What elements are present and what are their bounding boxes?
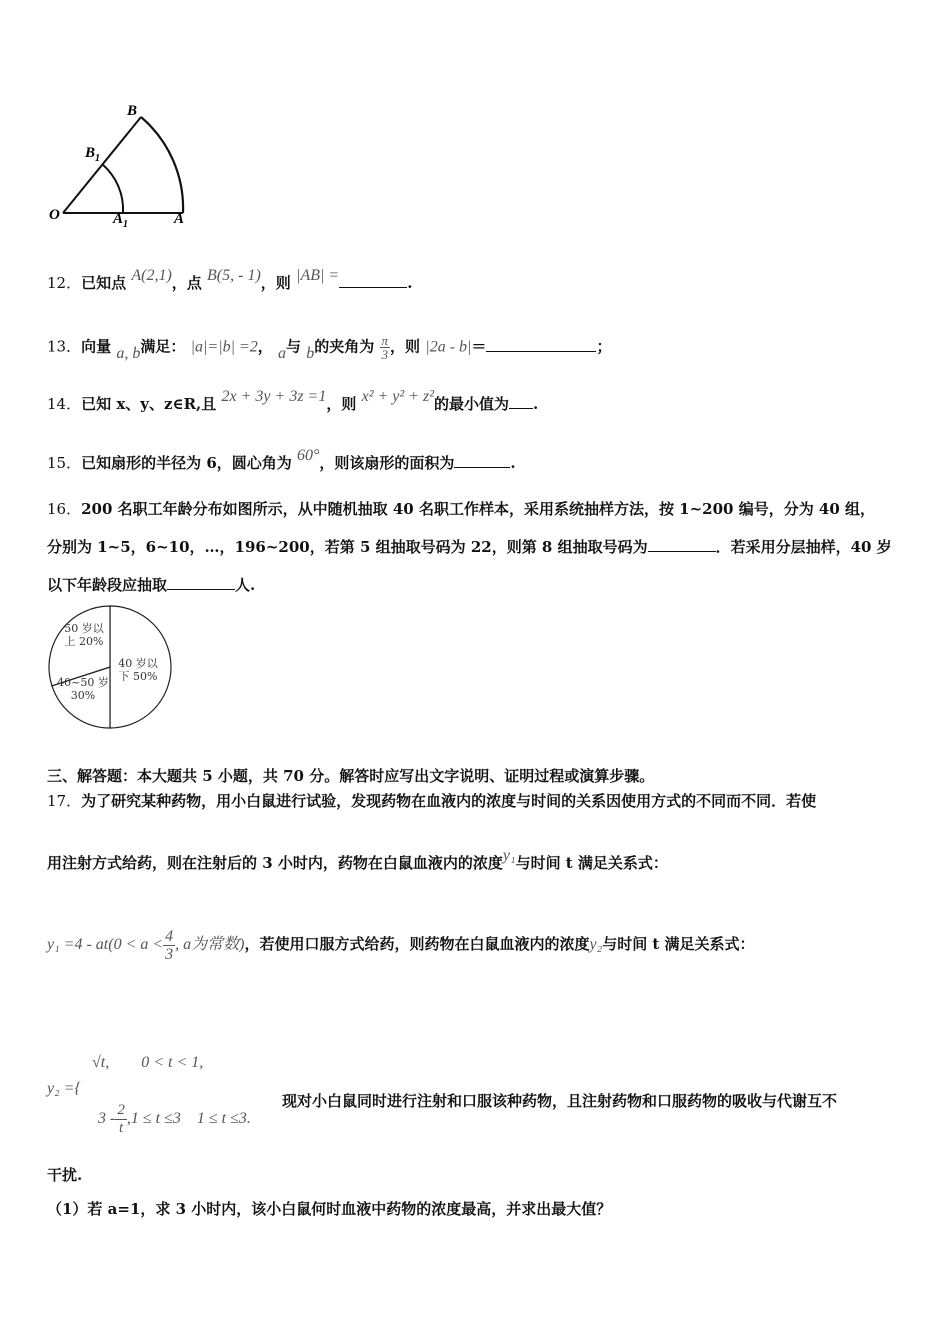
expression-math: |2a - b| [425,338,472,356]
vectors-math: a, b [116,344,141,362]
sector-figure [45,95,195,235]
arc-AB [141,117,183,213]
question-16-line-2: 分别为 1~5，6~10，…，196~200，若第 5 组抽取号码为 22，则第 8 组抽取号码为 ．若采用分层抽样，40 岁 [47,538,892,556]
question-number: 13． [47,337,82,356]
answer-blank-8th-group[interactable] [648,537,716,552]
question-14: 14．已知 x、y、z∈R,且 2x + 3y + 3z =1，则 x² + y² + z²的最小值为 . [47,388,539,413]
question-17-formula-1-line: y₁ =4 - at(0 < a < $\frac{4}{3}$ , a为常数)，若使用口服方式给药，则药物在白鼠血液内的浓度y₂与时间 t 满足关系式： [47,928,755,963]
label-A1: $A_1$ [113,211,129,230]
abs-AB-math: |AB| = [296,267,340,284]
formula-y2-case-1: √t, 0 < t < 1, [92,1054,204,1071]
point-A-math: A(2,1) [131,267,172,284]
answer-blank[interactable] [486,337,596,352]
pie-slice-label: 上 20% [64,635,104,648]
age-pie-chart [46,604,174,730]
pie-slice-label: 下 50% [118,670,158,683]
point-B-math: B(5, - 1) [207,267,261,284]
formula-y2-case-2: 3 - $\frac{2}{t}$ ,1 ≤ t ≤3 1 ≤ t ≤3. [98,1102,251,1136]
condition-math: |a|=|b| =2 [190,338,258,356]
question-17-line-1: 17．为了研究某种药物，用小白鼠进行试验，发现药物在血液内的浓度与时间的关系因使用方式的不同而不同．若使 [47,792,817,810]
question-17-line-4: 现对小白鼠同时进行注射和口服该种药物，且注射药物和口服药物的吸收与代谢互不 [282,1092,838,1110]
label-B: B [127,103,138,119]
pie-slice-label: 50 岁以 [64,622,104,635]
angle-fraction: $\frac{\pi}{3}$ [381,333,389,362]
section-3-heading: 三、解答题：本大题共 5 小题，共 70 分。解答时应写出文字说明、证明过程或演算步骤。 [47,767,655,785]
question-12: 12．已知点 A(2,1)，点 B(5, - 1)，则 |AB| = . [47,267,413,292]
question-17-line-5: 干扰. [47,1166,83,1184]
question-16-line-1: 16．200 名职工年龄分布如图所示，从中随机抽取 40 名职工作样本，采用系统抽样方法，按 1~200 编号，分为 40 组， [47,500,876,518]
question-number: 17． [47,792,82,810]
condition-math: 2x + 3y + 3z =1 [221,388,327,405]
question-number: 14． [47,395,82,413]
label-B1: $B_1$ [85,145,101,164]
answer-blank[interactable] [509,394,533,409]
question-number: 15． [47,454,82,472]
vector-a-math: a [278,344,287,362]
question-15: 15．已知扇形的半径为 6，圆心角为 60°，则该扇形的面积为 . [47,447,516,472]
answer-blank-stratified[interactable] [167,575,235,590]
y1-math: y₁ [502,847,516,864]
question-16-line-3: 以下年龄段应抽取 人. [47,576,256,594]
arc-A1B1 [102,164,123,213]
pie-slice-label: 40~50 岁 [57,676,109,689]
answer-blank[interactable] [454,453,510,468]
pie-slice-label: 30% [70,689,96,702]
question-17-line-2: 用注射方式给药，则在注射后的 3 小时内，药物在白鼠血液内的浓度y₁与时间 t 满足关系式： [47,847,668,872]
vector-b-math: b [306,344,315,362]
answer-blank[interactable] [339,273,407,288]
question-13: 13．向量 a, b满足： |a|=|b| =2， a与 b的夹角为 $\frac{\pi}{3}$ ，则 |2a - b|＝ ； [47,333,612,362]
question-number: 16． [47,500,82,518]
question-17-part-1: （1）若 a=1，求 3 小时内，该小白鼠何时血液中药物的浓度最高，并求出最大值？ [47,1200,612,1218]
question-number: 12． [47,274,82,292]
label-A: A [174,211,185,227]
label-O: O [49,207,60,223]
formula-y2-lhs: y₂ ={ [47,1080,81,1097]
formula-y1: y₁ =4 - at(0 < a < $\frac{4}{3}$ , a为常数) [47,928,245,963]
angle-math: 60° [297,447,320,464]
pie-slice-label: 40 岁以 [118,657,158,670]
y2-math: y₂ [589,936,603,954]
expression-math: x² + y² + z² [361,388,435,405]
